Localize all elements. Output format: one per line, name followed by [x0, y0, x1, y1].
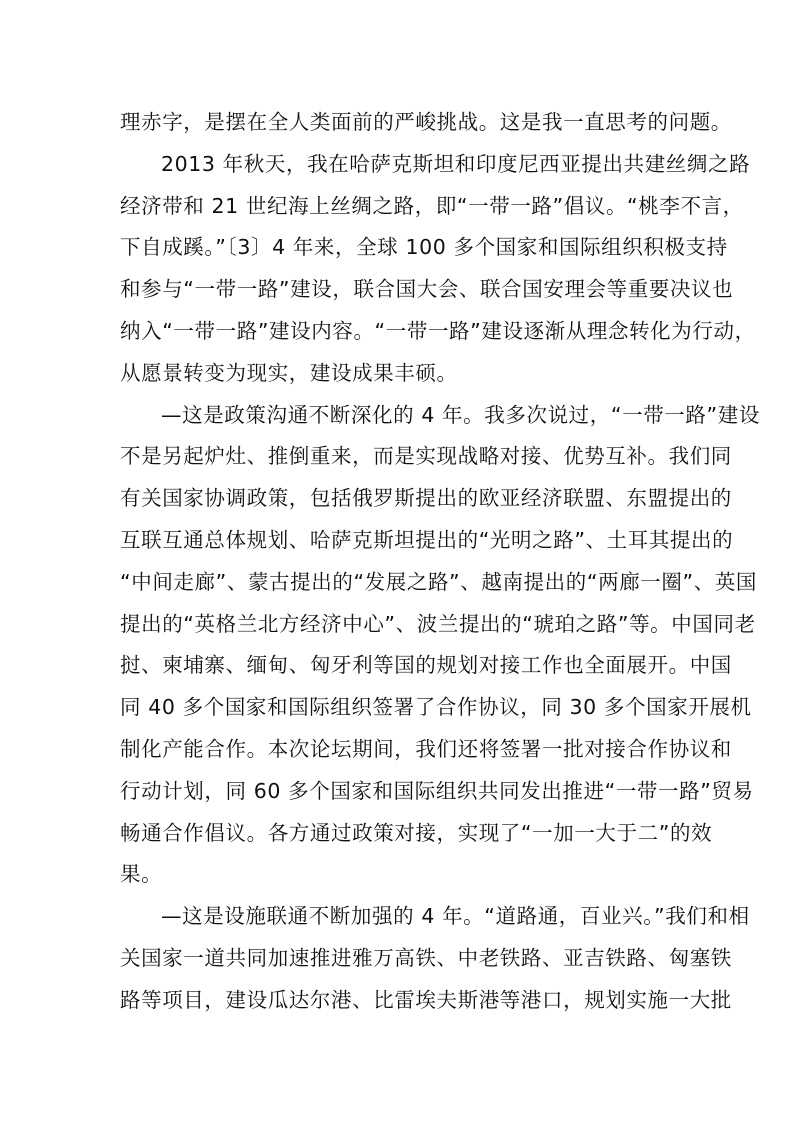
text-line: 纳入“一带一路”建设内容。“一带一路”建设逐渐从理念转化为行动，	[120, 318, 756, 343]
text-line: 从愿景转变为现实，建设成果丰硕。	[120, 360, 458, 385]
text-line: 和参与“一带一路”建设，联合国大会、联合国安理会等重要决议也	[120, 277, 734, 302]
text-line: 2013 年秋天，我在哈萨克斯坦和印度尼西亚提出共建丝绸之路	[161, 151, 751, 176]
text-line: —这是政策沟通不断深化的 4 年。我多次说过，“一带一路”建设	[161, 402, 760, 427]
text-line: 提出的“英格兰北方经济中心”、波兰提出的“琥珀之路”等。中国同老	[120, 611, 756, 636]
body-text	[120, 102, 760, 1022]
text-line: 挝、柬埔寨、缅甸、匈牙利等国的规划对接工作也全面展开。中国	[120, 653, 732, 678]
text-line: 制化产能合作。本次论坛期间，我们还将签署一批对接合作协议和	[120, 736, 732, 761]
text-line: 经济带和 21 世纪海上丝绸之路，即“一带一路”倡议。“桃李不言，	[120, 193, 744, 218]
text-line: —这是设施联通不断加强的 4 年。“道路通，百业兴。”我们和相	[161, 904, 750, 929]
text-line: 下自成蹊。”〔3〕4 年来，全球 100 多个国家和国际组织积极支持	[120, 235, 728, 260]
text-line: 互联互通总体规划、哈萨克斯坦提出的“光明之路”、土耳其提出的	[120, 527, 734, 552]
text-line: 畅通合作倡议。各方通过政策对接，实现了“一加一大于二”的效	[120, 820, 713, 845]
text-line: 同 40 多个国家和国际组织签署了合作协议，同 30 多个国家开展机	[120, 695, 752, 720]
text-line: 行动计划，同 60 多个国家和国际组织共同发出推进“一带一路”贸易	[120, 778, 754, 803]
text-line: 关国家一道共同加速推进雅万高铁、中老铁路、亚吉铁路、匈塞铁	[120, 945, 732, 970]
text-line: 有关国家协调政策，包括俄罗斯提出的欧亚经济联盟、东盟提出的	[120, 486, 732, 511]
text-line: 不是另起炉灶、推倒重来，而是实现战略对接、优势互补。我们同	[120, 444, 732, 469]
text-line: “中间走廊”、蒙古提出的“发展之路”、越南提出的“两廊一圈”、英国	[120, 569, 758, 594]
text-line: 理赤字，是摆在全人类面前的严峻挑战。这是我一直思考的问题。	[120, 110, 732, 134]
text-line: 路等项目，建设瓜达尔港、比雷埃夫斯港等港口，规划实施一大批	[120, 987, 732, 1012]
text-line: 果。	[120, 862, 163, 887]
